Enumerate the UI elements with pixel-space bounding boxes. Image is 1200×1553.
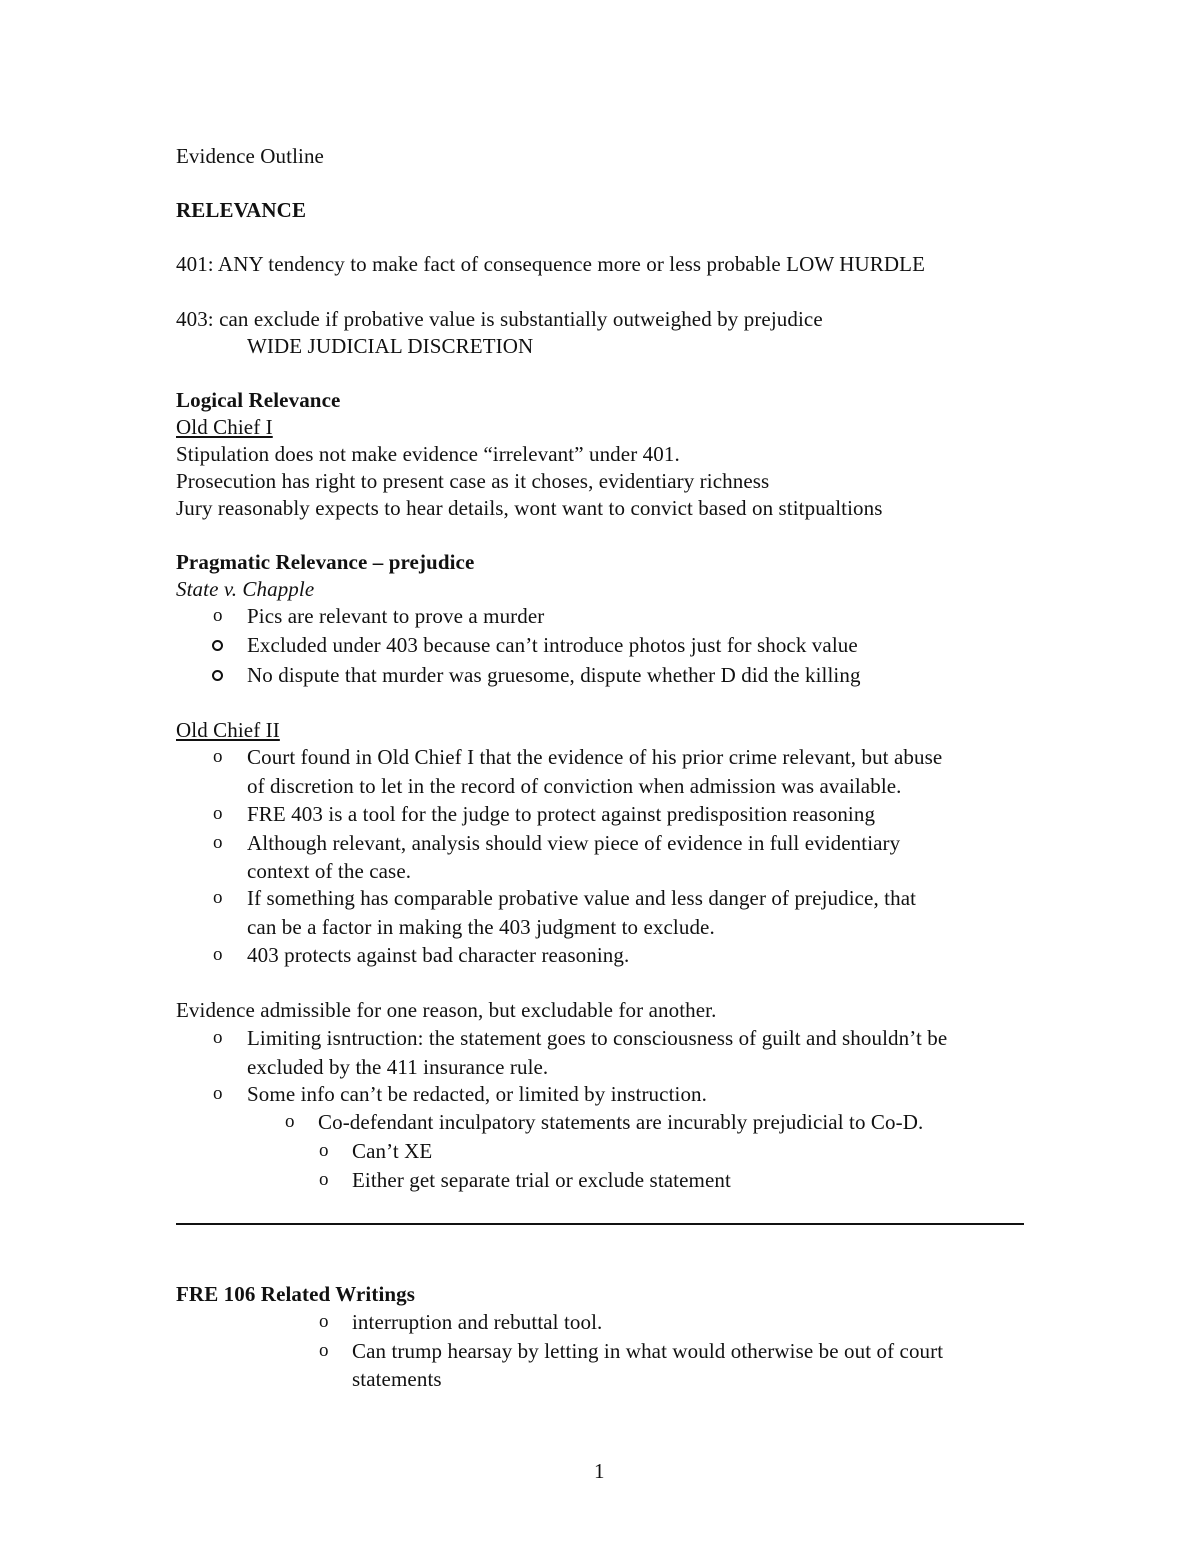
list-item: Although relevant, analysis should view piece of evidence in full evidentiary bbox=[247, 831, 901, 855]
bullet-circle-icon: o bbox=[285, 1111, 295, 1132]
logical-relevance-heading: Logical Relevance bbox=[176, 388, 341, 412]
logical-line: Prosecution has right to present case as it choses, evidentiary richness bbox=[176, 469, 770, 493]
list-item: interruption and rebuttal tool. bbox=[352, 1310, 603, 1334]
list-item-cont: statements bbox=[352, 1367, 442, 1391]
admissible-intro: Evidence admissible for one reason, but excludable for another. bbox=[176, 998, 717, 1022]
list-item-cont: context of the case. bbox=[247, 859, 412, 883]
list-item-cont: can be a factor in making the 403 judgment to exclude. bbox=[247, 915, 715, 939]
list-item: If something has comparable probative value and less danger of prejudice, that bbox=[247, 886, 917, 910]
fre106-heading: FRE 106 Related Writings bbox=[176, 1282, 416, 1306]
bullet-circle-icon: o bbox=[213, 605, 223, 626]
bullet-circle-icon: o bbox=[213, 803, 223, 824]
relevance-heading: RELEVANCE bbox=[176, 198, 307, 222]
case-old-chief-1: Old Chief I bbox=[176, 415, 273, 439]
bullet-circle-icon: o bbox=[213, 746, 223, 767]
rule-403-note: WIDE JUDICIAL DISCRETION bbox=[247, 334, 534, 358]
bullet-circle-icon: o bbox=[319, 1169, 329, 1190]
list-item: 403 protects against bad character reasoning. bbox=[247, 943, 630, 967]
list-item: Excluded under 403 because can’t introduce photos just for shock value bbox=[247, 633, 858, 657]
bullet-circle-icon: o bbox=[213, 1083, 223, 1104]
list-item: Limiting isntruction: the statement goes to consciousness of guilt and shouldn’t be bbox=[247, 1026, 948, 1050]
page-number: 1 bbox=[594, 1459, 605, 1483]
horizontal-rule bbox=[176, 1223, 1024, 1225]
bullet-circle-icon bbox=[212, 640, 223, 651]
bullet-circle-icon: o bbox=[213, 887, 223, 908]
bullet-circle-icon bbox=[212, 670, 223, 681]
bullet-circle-icon: o bbox=[213, 1027, 223, 1048]
bullet-circle-icon: o bbox=[319, 1140, 329, 1161]
list-item: Co-defendant inculpatory statements are incurably prejudicial to Co-D. bbox=[318, 1110, 924, 1134]
case-state-v-chapple: State v. Chapple bbox=[176, 577, 315, 601]
logical-line: Stipulation does not make evidence “irrelevant” under 401. bbox=[176, 442, 680, 466]
list-item: Can trump hearsay by letting in what would otherwise be out of court bbox=[352, 1339, 944, 1363]
list-item: Can’t XE bbox=[352, 1139, 433, 1163]
list-item: Either get separate trial or exclude statement bbox=[352, 1168, 731, 1192]
list-item: Pics are relevant to prove a murder bbox=[247, 604, 545, 628]
list-item: FRE 403 is a tool for the judge to protect against predisposition reasoning bbox=[247, 802, 876, 826]
rule-401: 401: ANY tendency to make fact of consequence more or less probable LOW HURDLE bbox=[176, 252, 925, 276]
list-item: No dispute that murder was gruesome, dispute whether D did the killing bbox=[247, 663, 861, 687]
logical-line: Jury reasonably expects to hear details, wont want to convict based on stitpualtions bbox=[176, 496, 883, 520]
list-item-cont: excluded by the 411 insurance rule. bbox=[247, 1055, 549, 1079]
bullet-circle-icon: o bbox=[213, 944, 223, 965]
rule-403: 403: can exclude if probative value is substantially outweighed by prejudice bbox=[176, 307, 823, 331]
case-old-chief-2: Old Chief II bbox=[176, 718, 280, 742]
list-item: Some info can’t be redacted, or limited by instruction. bbox=[247, 1082, 707, 1106]
bullet-circle-icon: o bbox=[213, 832, 223, 853]
list-item-cont: of discretion to let in the record of conviction when admission was available. bbox=[247, 774, 902, 798]
bullet-circle-icon: o bbox=[319, 1340, 329, 1361]
list-item: Court found in Old Chief I that the evidence of his prior crime relevant, but abuse bbox=[247, 745, 943, 769]
pragmatic-relevance-heading: Pragmatic Relevance – prejudice bbox=[176, 550, 475, 574]
document-title: Evidence Outline bbox=[176, 144, 324, 168]
bullet-circle-icon: o bbox=[319, 1311, 329, 1332]
